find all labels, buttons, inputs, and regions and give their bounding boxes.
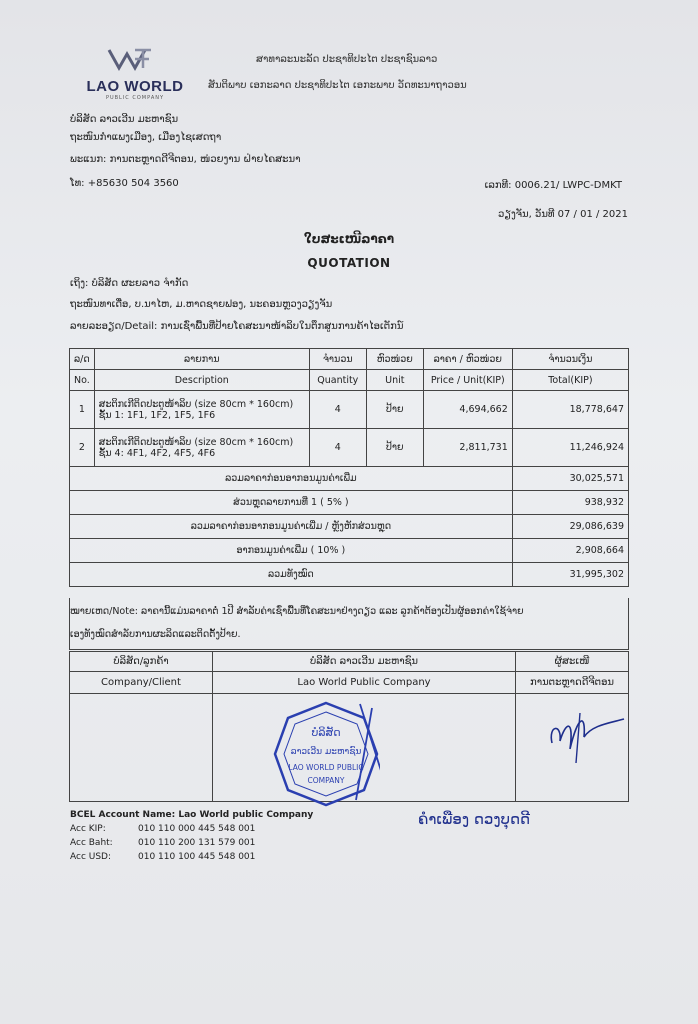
title-lao: ໃບສະເໜີລາຄາ	[303, 232, 395, 246]
summary-value: 938,932	[512, 491, 628, 515]
row-total: 11,246,924	[512, 429, 628, 467]
signer-name: ຄໍາເພືອງ ດວງບຸດດີ	[418, 810, 531, 828]
row-unit: ປ້າຍ	[366, 429, 423, 467]
row-description-line1: ສະຕິກເກີຕິດປະຕູໜ້າລິບ (size 80cm * 160cm)	[98, 398, 294, 410]
bank-details	[70, 808, 313, 864]
proposer-department: ການຕະຫຼາດດີຈີຕອນ	[516, 672, 629, 694]
stamp-top-text: ບໍລິສັດ	[311, 726, 341, 739]
summary-row	[70, 515, 629, 539]
company-name-lao: ບໍລິສັດ ລາວເວີນ ມະຫາຊົນ	[70, 114, 179, 125]
header-cell: No.	[70, 370, 95, 391]
signature-header-row	[70, 652, 629, 672]
logo-subtitle: PUBLIC COMPANY	[105, 95, 165, 101]
bank-account-label: Acc USD:	[70, 852, 112, 862]
lao-world-logo-icon	[105, 46, 165, 72]
summary-label: ສ່ວນຫຼຸດລາຍການທີ່ 1 ( 5% )	[70, 491, 513, 515]
summary-label: ລວມລາຄາກ່ອນອາກອນມູນຄ່າເພີ່ມ / ຫຼັງຫັກສ່ວນຫຼຸດ	[70, 515, 513, 539]
quotation-detail: ລາຍລະອຽດ/Detail: ການເຊົ່າພື້ນທີ່ປ້າຍໂຄສະນາໜ້າລິບໃນຕຶກສູນການຄ້າໄອເຕັກນ໌	[70, 321, 404, 332]
header-cell: Quantity	[309, 370, 366, 391]
table-row	[70, 391, 629, 429]
company-logo	[80, 46, 190, 101]
header-cell: ລາຄາ / ຫົວໜ່ວຍ	[423, 349, 512, 370]
row-total: 18,778,647	[512, 391, 628, 429]
document-date: ວຽງຈັນ, ວັນທີ 07 / 01 / 2021	[498, 209, 628, 220]
summary-value: 31,995,302	[512, 563, 628, 587]
table-header-lao	[70, 349, 629, 370]
bank-account-number: 010 110 100 445 548 001	[138, 852, 256, 862]
summary-row	[70, 491, 629, 515]
row-description-line2: ຊັ້ນ 1: 1F1, 1F2, 1F5, 1F6	[98, 409, 216, 421]
stamp-en-text-2: COMPANY	[307, 776, 345, 785]
company-stamp	[272, 700, 380, 808]
bank-account-row	[70, 850, 313, 864]
client-signature-area	[70, 694, 213, 802]
company-tel: ໂທ: +85630 504 3560	[70, 178, 179, 189]
bank-account-number: 010 110 200 131 579 001	[138, 838, 256, 848]
summary-value: 30,025,571	[512, 467, 628, 491]
summary-label: ລວມລາຄາກ່ອນອາກອນມູນຄ່າເພີ່ມ	[70, 467, 513, 491]
proposer-signature-icon	[540, 705, 630, 765]
row-quantity: 4	[309, 391, 366, 429]
table-header-en	[70, 370, 629, 391]
company-address: ຖະໜົນກໍາແພງເມືອງ, ເມືອງໄຊເສດຖາ	[70, 132, 222, 143]
row-no: 1	[70, 391, 95, 429]
summary-label: ອາກອນມູນຄ່າເພີ່ມ ( 10% )	[70, 539, 513, 563]
recipient-address: ຖະໜົນທາເດື່ອ, ບ.ນາໄຫ, ມ.ຫາດຊາຍຟອງ, ນະຄອນຫຼວງວຽງຈັນ	[70, 299, 333, 310]
summary-value: 2,908,664	[512, 539, 628, 563]
company-label-en: Lao World Public Company	[213, 672, 516, 694]
note-line2: ເອງທັງໝົດສໍາລັບການຜະລິດແລະຕິດຕັ້ງປ້າຍ.	[70, 629, 241, 640]
row-description	[94, 429, 309, 467]
reference-number: ເລກທີ: 0006.21/ LWPC-DMKT	[484, 180, 622, 191]
header-cell: ຈໍານວນ	[309, 349, 366, 370]
header-cell: ຈໍານວນເງິນ	[512, 349, 628, 370]
note-line1: ໝາຍເຫດ/Note: ລາຄານີ້ແມ່ນລາຄາຕໍ່ 1ປີ ສໍາລັບຄ່າເຊົ່າພື້ນທີ່ໂຄສະນາຢ່າງດຽວ ແລະ ລູກຄ້າຕ້ອງເປັນຜູ້ອອກຄ່າໃຊ້ຈ່າຍ	[70, 606, 524, 617]
stamp-lao-text: ລາວເວີນ ມະຫາຊົນ	[290, 747, 362, 757]
client-label-en: Company/Client	[70, 672, 213, 694]
header-cell: Total(KIP)	[512, 370, 628, 391]
header-cell: Price / Unit(KIP)	[423, 370, 512, 391]
bank-account-row	[70, 822, 313, 836]
bank-account-label: Acc Baht:	[70, 838, 113, 848]
row-price: 4,694,662	[423, 391, 512, 429]
logo-name: LAO WORLD	[86, 78, 184, 95]
national-header-line1: ສາທາລະນະລັດ ປະຊາທິປະໄຕ ປະຊາຊົນລາວ	[256, 54, 438, 65]
proposer-label-lao: ຜູ້ສະເໜີ	[516, 652, 629, 672]
header-cell: Description	[94, 370, 309, 391]
summary-row-grand-total	[70, 563, 629, 587]
row-no: 2	[70, 429, 95, 467]
header-cell: Unit	[366, 370, 423, 391]
header-cell: ລາຍການ	[94, 349, 309, 370]
company-label-lao: ບໍລິສັດ ລາວເວີນ ມະຫາຊົນ	[213, 652, 516, 672]
row-price: 2,811,731	[423, 429, 512, 467]
row-description-line2: ຊັ້ນ 4: 4F1, 4F2, 4F5, 4F6	[98, 447, 216, 459]
title-en: QUOTATION	[307, 256, 391, 270]
bank-account-label: Acc KIP:	[70, 824, 106, 834]
header-cell: ລ/ດ	[70, 349, 95, 370]
quotation-table	[69, 348, 629, 587]
stamp-en-text-1: LAO WORLD PUBLIC	[288, 763, 364, 772]
client-label-lao: ບໍລິສັດ/ລູກຄ້າ	[70, 652, 213, 672]
row-unit: ປ້າຍ	[366, 391, 423, 429]
recipient-to: ເຖິງ: ບໍລິສັດ ຜະຍລາວ ຈໍາກັດ	[70, 278, 189, 289]
bank-account-number: 010 110 000 445 548 001	[138, 824, 256, 834]
row-quantity: 4	[309, 429, 366, 467]
bank-account-name: BCEL Account Name: Lao World public Company	[70, 810, 314, 820]
summary-row	[70, 539, 629, 563]
bank-account-row	[70, 836, 313, 850]
company-department: ພະແນກ: ການຕະຫຼາດດີຈີຕອນ, ໜ່ວຍງານ ຝ່າຍໄຄສະນາ	[70, 154, 301, 165]
table-row	[70, 429, 629, 467]
summary-row	[70, 467, 629, 491]
header-cell: ຫົວໜ່ວຍ	[366, 349, 423, 370]
summary-label: ລວມທັງໝົດ	[70, 563, 513, 587]
note-text	[70, 600, 626, 646]
summary-value: 29,086,639	[512, 515, 628, 539]
row-description	[94, 391, 309, 429]
row-description-line1: ສະຕິກເກີຕິດປະຕູໜ້າລິບ (size 80cm * 160cm)	[98, 436, 294, 448]
signature-subheader-row	[70, 672, 629, 694]
national-header-line2: ສັນຕິພາບ ເອກະລາດ ປະຊາທິປະໄຕ ເອກະພາບ ວັດທະນາຖາວອນ	[208, 80, 467, 91]
